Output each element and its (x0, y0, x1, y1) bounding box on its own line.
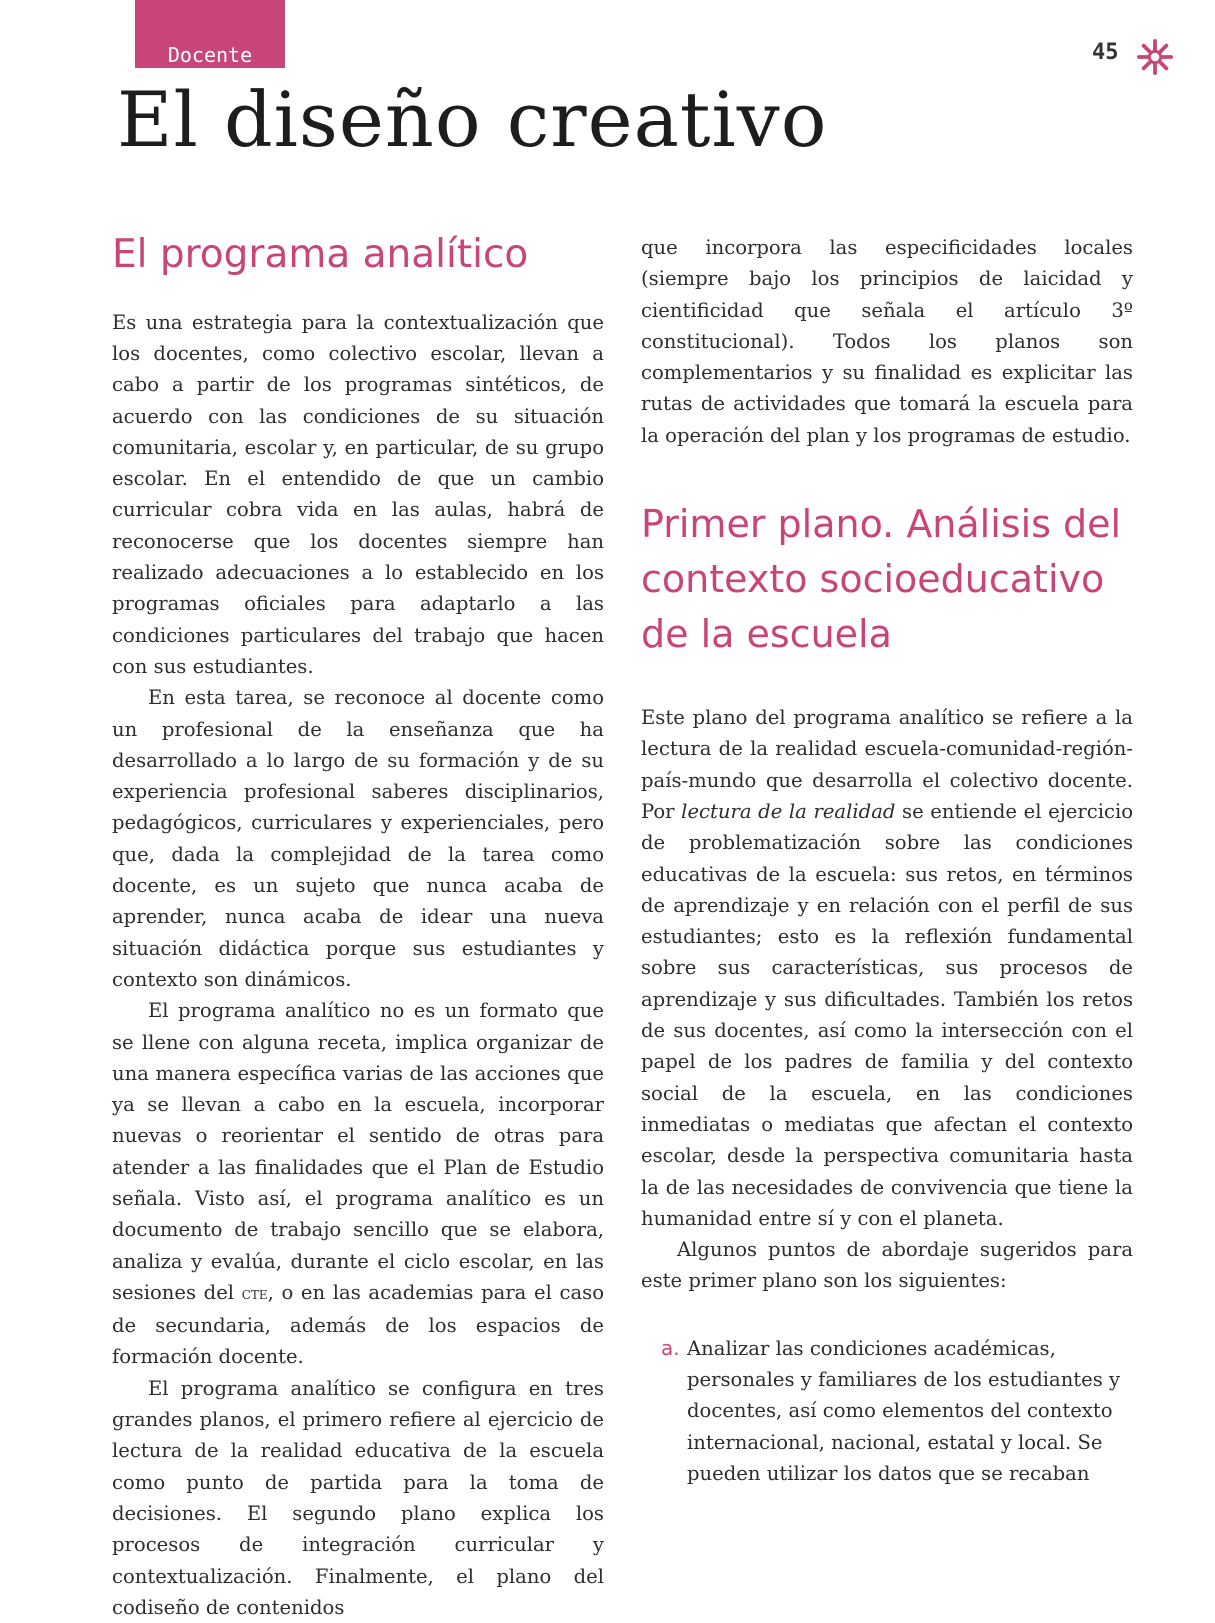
paragraph-3-part-b: , o en las academias para el caso de secundaria, además de los espacios de formación docente. (112, 1280, 604, 1369)
paragraph-3-part-a: El programa analítico no es un formato que se llene con alguna receta, implica organizar de una manera específica varias de las acciones que ya se llevan a cabo en la escuela, incorporar nuevas o reorientar el sentido de otras para atender a las finalidades que el Plan de Estudio señala. Visto así, el programa analítico es un documento de trabajo sencillo que se elabora, analiza y evalúa, durante el ciclo escolar, en las sesiones del (112, 999, 604, 1304)
list-item (641, 1333, 1133, 1489)
page-number: 45 (1092, 40, 1119, 65)
paragraph-plano-1 (641, 702, 1133, 1234)
list-marker: a. (661, 1335, 680, 1360)
page-title: El diseño creativo (117, 75, 828, 164)
lectura-realidad-emphasis: lectura de la realidad (681, 799, 896, 823)
section-tab-label: Docente (167, 43, 253, 67)
section-tab (135, 0, 285, 68)
paragraph-1: Es una estrategia para la contextualización que los docentes, como colectivo escolar, llevan a cabo a partir de los programas sintéticos, de acuerdo con las condiciones de su situación comunitaria, escolar y, en particular, de su grupo escolar. En el entendido de que un cambio curricular cobra vida en las aulas, habrá de reconocerse que los docentes siempre han realizado adecuaciones a lo establecido en los programas oficiales para adaptarlo a las condiciones particulares del trabajo que hacen con sus estudiantes. (112, 310, 604, 678)
left-column (112, 226, 604, 1623)
list-item-text: Analizar las condiciones académicas, personales y familiares de los estudiantes y docentes, así como elementos del contexto internacional, nacional, estatal y local. Se pueden utilizar los datos que se recaban (687, 1336, 1121, 1485)
paragraph-plano-1-part-b: se entiende el ejercicio de problematización sobre las condiciones educativas de la escuela: sus retos, en términos de aprendizaje y en relación con el perfil de sus estudiantes; esto es la reflexión fundamental sobre sus características, sus procesos de aprendizaje y sus dificultades. También los retos de sus docentes, así como la intersección con el papel de los padres de familia y del contexto social de la escuela, en las condiciones inmediatas o mediatas que afectan el contexto escolar, desde la perspectiva comunitaria hasta la de las necesidades de convivencia que tiene la humanidad entre sí y con el planeta. (641, 799, 1134, 1230)
paragraph-plano-1-part-a: Este plano del programa analítico se refiere a la lectura de la realidad escuela-comunidad-región-país-mundo que desarrolla el colectivo docente. Por (641, 706, 1133, 823)
asterisk-flower-icon (1136, 38, 1174, 76)
paragraph-plano-2: Algunos puntos de abordaje sugeridos para este primer plano son los siguientes: (641, 1238, 1133, 1293)
cte-abbreviation: cte (241, 1283, 268, 1304)
paragraph-2: En esta tarea, se reconoce al docente como un profesional de la enseñanza que ha desarrollado a lo largo de su formación y de su experiencia profesional saberes disciplinarios, pedagógicos, curriculares y experienciales, pero que, dada la complejidad de la tarea como docente, es un sujeto que nunca acaba de aprender, nunca acaba de idear una nueva situación didáctica porque sus estudiantes y contexto son dinámicos. (112, 686, 604, 991)
paragraph-continued: que incorpora las especificidades locales (siempre bajo los principios de laicidad y cientificidad que señala el artículo 3º constitucional). Todos los planos son complementarios y su finalidad es explicitar las rutas de actividades que tomará la escuela para la operación del plan y los programas de estudio. (641, 236, 1133, 447)
paragraph-4: El programa analítico se configura en tres grandes planos, el primero refiere al ejercicio de lectura de la realidad educativa de la escuela como punto de partida para la toma de decisiones. El segundo plano explica los procesos de integración curricular y contextualización. Finalmente, el plano del codiseño de contenidos (112, 1376, 604, 1619)
right-column (641, 232, 1133, 1489)
section-heading-programa-analitico: El programa analítico (112, 232, 529, 277)
section-heading-primer-plano: Primer plano. Análisis del contexto socioeducativo de la escuela (641, 502, 1122, 657)
paragraph-3 (112, 995, 604, 1373)
